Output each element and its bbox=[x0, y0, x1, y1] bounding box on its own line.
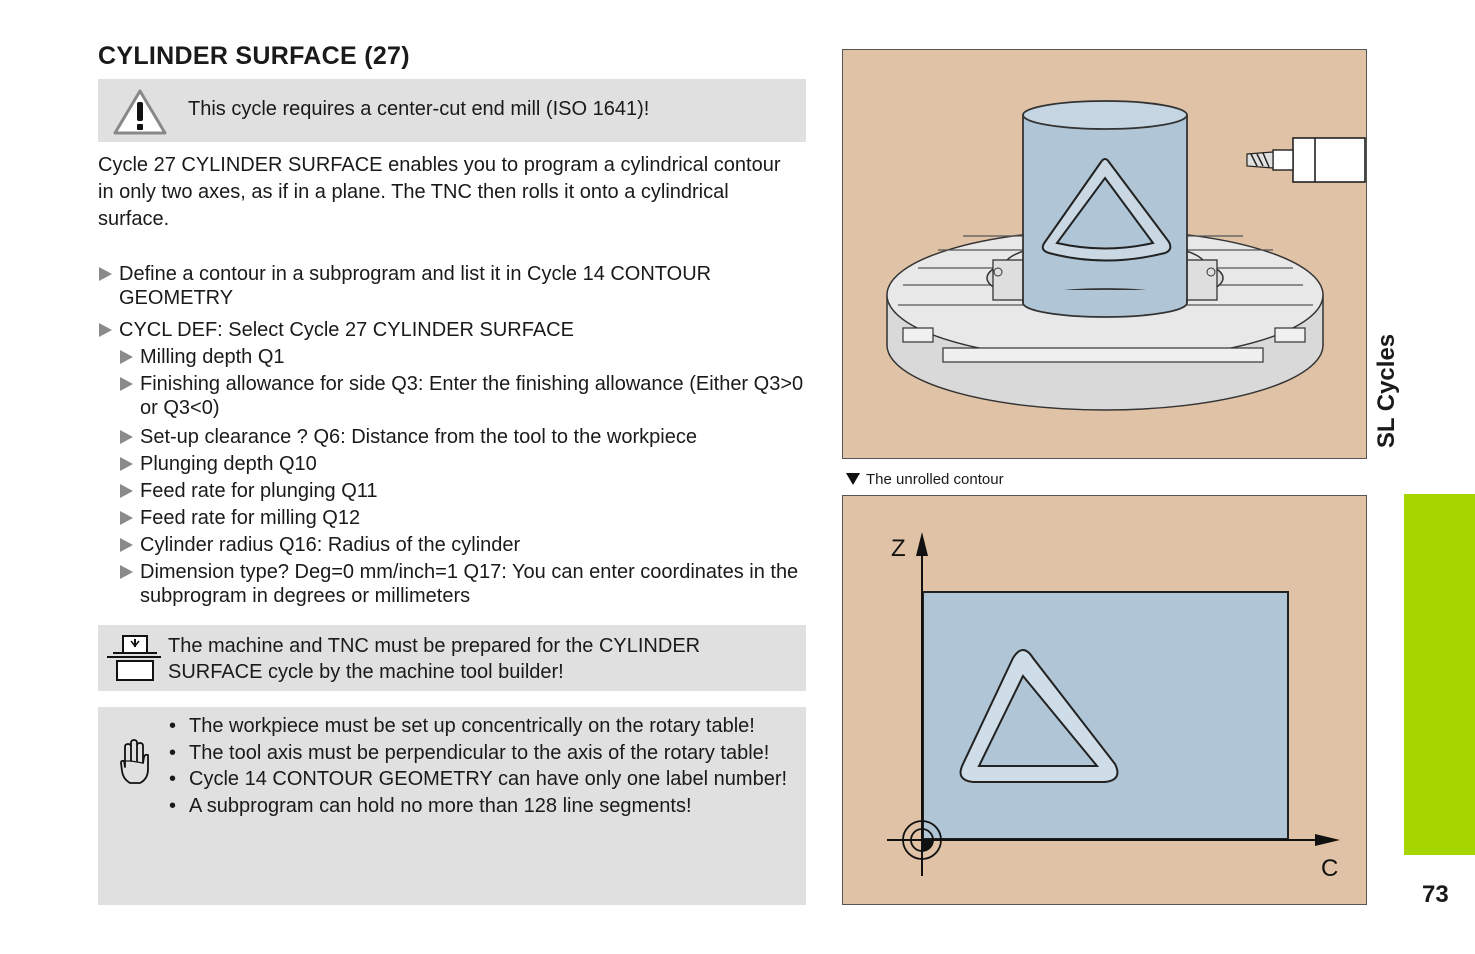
machine-tool-icon bbox=[107, 635, 161, 686]
section-tab bbox=[1404, 494, 1475, 855]
arrow-right-icon bbox=[120, 511, 133, 525]
bullet: • bbox=[169, 794, 177, 817]
list-item: • The workpiece must be set up concentrically on the rotary table! bbox=[168, 713, 793, 740]
bullet: • bbox=[169, 715, 177, 737]
hint-note bbox=[98, 707, 806, 905]
cylinder-illustration bbox=[842, 49, 1367, 459]
list-item: • Cycle 14 CONTOUR GEOMETRY can have only one label number! bbox=[168, 766, 793, 793]
machine-note bbox=[98, 625, 806, 691]
procedure-list bbox=[98, 262, 810, 608]
list-item: • A subprogram can hold no more than 128 line segments! bbox=[168, 793, 793, 820]
arrow-right-icon bbox=[120, 377, 133, 391]
warning-triangle-icon bbox=[112, 87, 168, 142]
axis-c-label: C bbox=[1321, 855, 1339, 882]
arrow-right-icon bbox=[120, 457, 133, 471]
warning-note bbox=[98, 79, 806, 142]
cylinder-drawing bbox=[843, 50, 1366, 458]
arrow-right-icon bbox=[120, 565, 133, 579]
triangle-down-icon bbox=[846, 473, 860, 485]
hint-list bbox=[168, 713, 793, 819]
bullet: • bbox=[169, 768, 177, 790]
section-tab-label: SL Cycles bbox=[1373, 333, 1400, 449]
parameter-item: Plunging depth Q10 bbox=[119, 452, 810, 476]
axis-z-label: Z bbox=[891, 535, 906, 562]
arrow-right-icon bbox=[120, 484, 133, 498]
parameter-item: Feed rate for plunging Q11 bbox=[119, 479, 810, 503]
unrolled-contour-illustration bbox=[842, 495, 1367, 905]
arrow-right-icon bbox=[99, 323, 112, 337]
step-item: CYCL DEF: Select Cycle 27 CYLINDER SURFACE bbox=[98, 318, 810, 342]
arrow-right-icon bbox=[120, 430, 133, 444]
arrow-right-icon bbox=[99, 267, 112, 281]
parameter-item: Dimension type? Deg=0 mm/inch=1 Q17: You can enter coordinates in the subprogram in degrees or millimeters bbox=[119, 560, 810, 608]
figure-caption: The unrolled contour bbox=[846, 471, 1004, 488]
unrolled-contour-drawing bbox=[843, 496, 1366, 904]
pointing-hand-icon bbox=[118, 739, 150, 790]
page-title: CYLINDER SURFACE (27) bbox=[98, 42, 410, 70]
parameter-item: Set-up clearance ? Q6: Distance from the tool to the workpiece bbox=[119, 425, 810, 449]
arrow-right-icon bbox=[120, 538, 133, 552]
parameter-item: Feed rate for milling Q12 bbox=[119, 506, 810, 530]
intro-paragraph: Cycle 27 CYLINDER SURFACE enables you to program a cylindrical contour in only two axes, as if in a plane. The TNC then rolls it onto a cylindrical surface. bbox=[98, 154, 781, 230]
page-number: 73 bbox=[1422, 881, 1449, 908]
machine-note-text: The machine and TNC must be prepared for the CYLINDER SURFACE cycle by the machine tool builder! bbox=[168, 635, 701, 683]
step-item: Define a contour in a subprogram and list it in Cycle 14 CONTOUR GEOMETRY bbox=[98, 262, 810, 310]
arrow-right-icon bbox=[120, 350, 133, 364]
parameter-item: Milling depth Q1 bbox=[119, 345, 810, 369]
bullet: • bbox=[169, 741, 177, 764]
warning-text: This cycle requires a center-cut end mill (ISO 1641)! bbox=[188, 98, 650, 120]
parameter-item: Cylinder radius Q16: Radius of the cylinder bbox=[119, 533, 810, 557]
list-item: • The tool axis must be perpendicular to the axis of the rotary table! bbox=[168, 740, 793, 767]
parameter-item: Finishing allowance for side Q3: Enter the finishing allowance (Either Q3>0 or Q3<0) bbox=[119, 372, 810, 420]
